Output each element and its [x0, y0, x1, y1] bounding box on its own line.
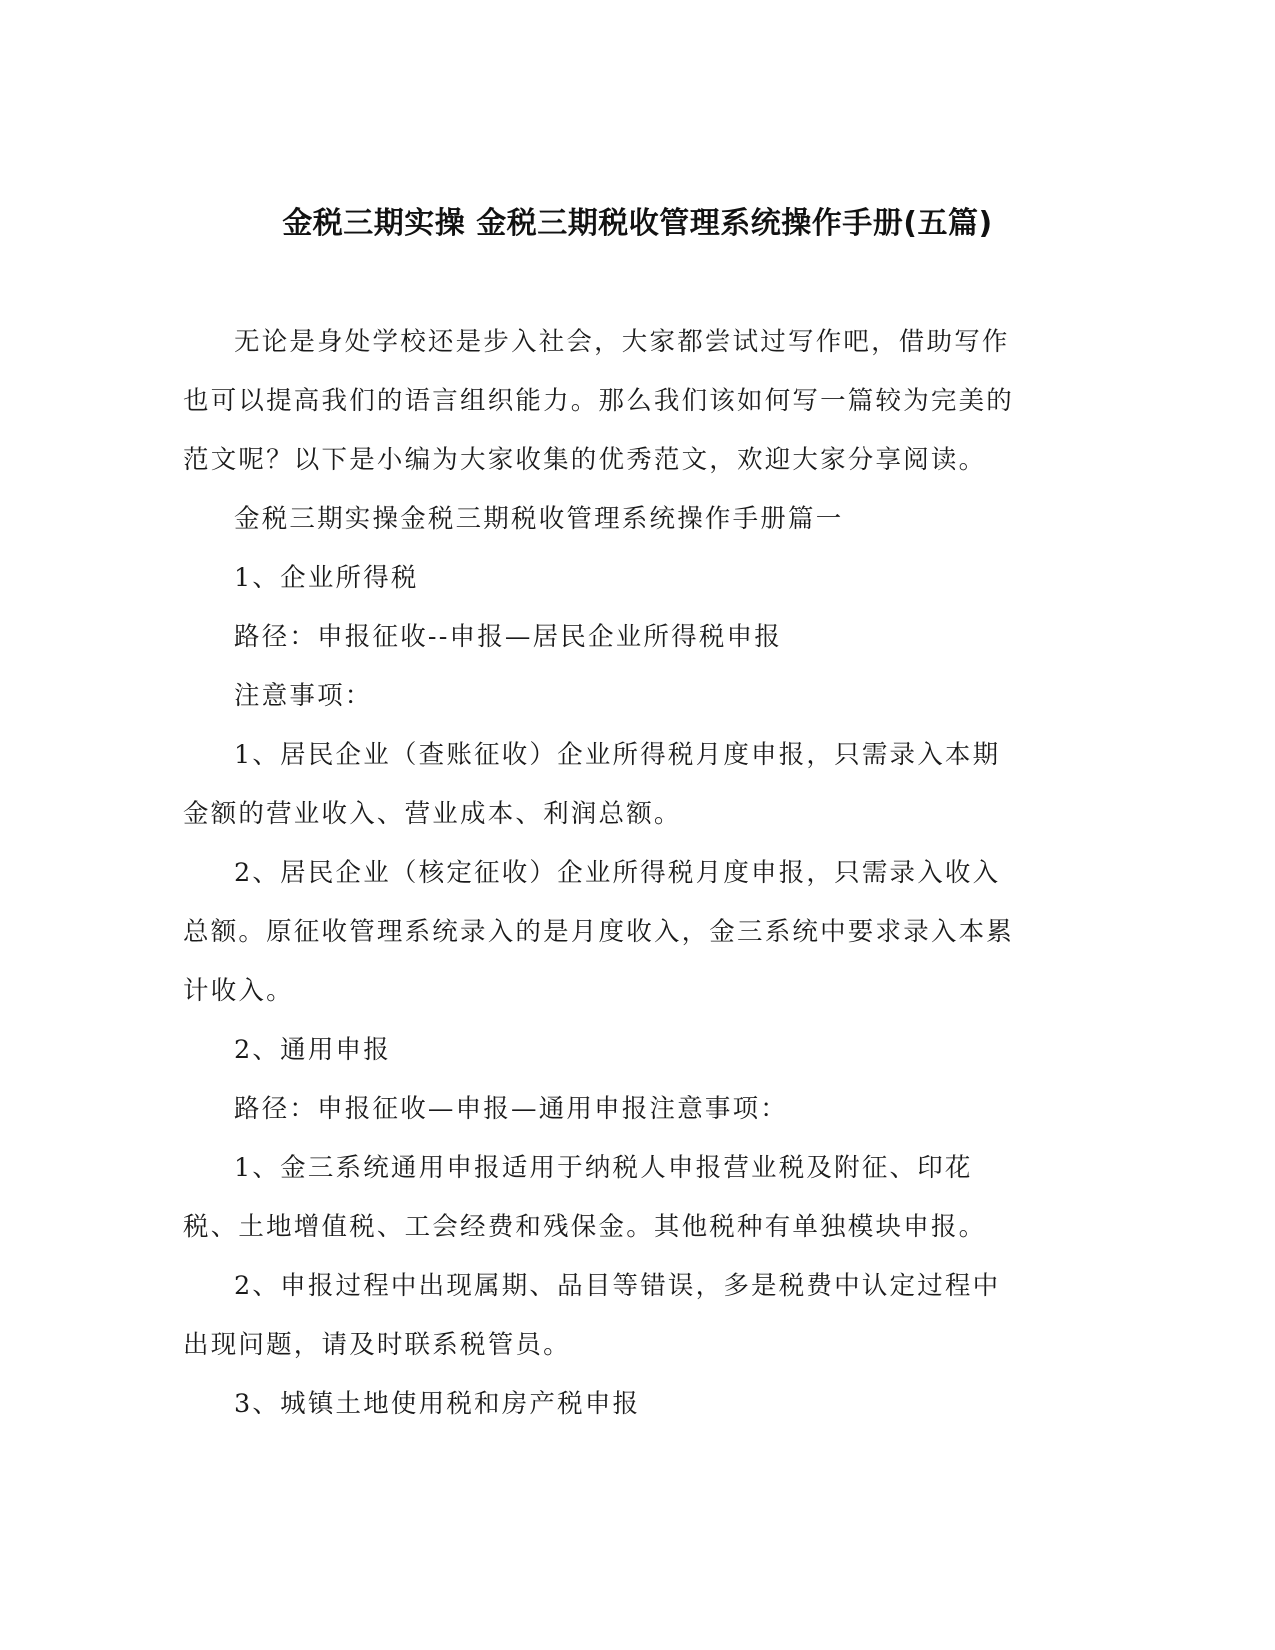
- document-body: [183, 313, 1028, 1434]
- path-paragraph: 路径：申报征收—申报—通用申报注意事项：: [234, 1094, 789, 1124]
- notes-heading: 注意事项：: [234, 681, 373, 711]
- item-heading: 3、城镇土地使用税和房产税申报: [234, 1389, 641, 1419]
- document-title: 金税三期实操 金税三期税收管理系统操作手册(五篇): [282, 206, 993, 241]
- note-paragraph: 2、居民企业（核定征收）企业所得税月度申报，只需录入收入总额。原征收管理系统录入的是月度收入，金三系统中要求录入本累计收入。: [183, 858, 1015, 1006]
- note-paragraph: 1、金三系统通用申报适用于纳税人申报营业税及附征、印花税、土地增值税、工会经费和残保金。其他税种有单独模块申报。: [183, 1153, 987, 1242]
- note-paragraph: 1、居民企业（查账征收）企业所得税月度申报，只需录入本期金额的营业收入、营业成本、利润总额。: [183, 740, 1001, 829]
- intro-paragraph: 无论是身处学校还是步入社会，大家都尝试过写作吧，借助写作也可以提高我们的语言组织能力。那么我们该如何写一篇较为完美的范文呢？以下是小编为大家收集的优秀范文，欢迎大家分享阅读。: [183, 327, 1015, 475]
- item-heading: 1、企业所得税: [234, 563, 419, 593]
- item-heading: 2、通用申报: [234, 1035, 391, 1065]
- path-paragraph: 路径：申报征收--申报—居民企业所得税申报: [234, 622, 782, 652]
- section-heading: 金税三期实操金税三期税收管理系统操作手册篇一: [234, 504, 844, 534]
- note-paragraph: 2、申报过程中出现属期、品目等错误，多是税费中认定过程中出现问题，请及时联系税管员。: [183, 1271, 1001, 1360]
